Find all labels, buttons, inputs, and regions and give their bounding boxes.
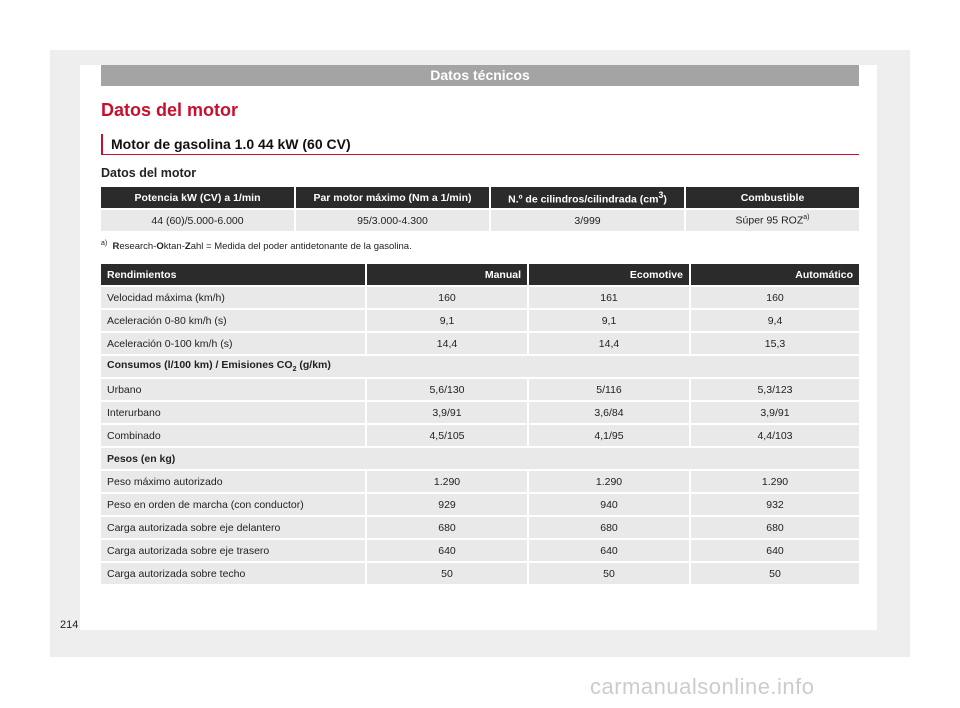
row-label: Carga autorizada sobre eje trasero xyxy=(101,540,365,561)
row-label: Peso en orden de marcha (con conductor) xyxy=(101,494,365,515)
table-cell: 1.290 xyxy=(691,471,859,492)
table-cell: 50 xyxy=(691,563,859,584)
table-cell: 680 xyxy=(691,517,859,538)
performance-table xyxy=(99,262,861,586)
section-row xyxy=(101,448,859,469)
table-row xyxy=(101,379,859,400)
footnote-text: ktan- xyxy=(163,241,185,253)
section-heading-pesos: Pesos (en kg) xyxy=(101,448,859,469)
subtitle: Motor de gasolina 1.0 44 kW (60 CV) xyxy=(111,136,351,152)
table-cell xyxy=(686,210,859,231)
table-cell: 160 xyxy=(367,287,527,308)
section-text: Consumos (l/100 km) / Emisiones CO xyxy=(107,359,293,372)
table-row xyxy=(101,517,859,538)
table-cell: 14,4 xyxy=(529,333,689,354)
subtitle-rule xyxy=(101,134,859,155)
watermark: carmanualsonline.info xyxy=(590,674,815,699)
footnote-letter: R xyxy=(112,241,120,253)
table-cell: 4,5/105 xyxy=(367,425,527,446)
table-cell: 5,3/123 xyxy=(691,379,859,400)
table-header-row xyxy=(101,187,859,208)
table-cell: 160 xyxy=(691,287,859,308)
table-cell: 1.290 xyxy=(367,471,527,492)
row-label: Interurbano xyxy=(101,402,365,423)
table-row xyxy=(101,333,859,354)
header-cell: Par motor máximo (Nm a 1/min) xyxy=(296,187,489,208)
table-row xyxy=(101,494,859,515)
table-row xyxy=(101,540,859,561)
row-label: Velocidad máxima (km/h) xyxy=(101,287,365,308)
engine-data-table xyxy=(99,185,861,233)
table-cell: 14,4 xyxy=(367,333,527,354)
table-cell: 44 (60)/5.000-6.000 xyxy=(101,210,294,231)
table-cell: 3,6/84 xyxy=(529,402,689,423)
footnote-letter: Z xyxy=(184,241,191,253)
section-heading-consumos xyxy=(101,356,859,377)
page-title: Datos del motor xyxy=(101,100,239,120)
header-cell: Rendimientos xyxy=(101,264,365,285)
table-cell: 9,1 xyxy=(529,310,689,331)
table-cell: 15,3 xyxy=(691,333,859,354)
table-row xyxy=(101,563,859,584)
row-label: Aceleración 0-80 km/h (s) xyxy=(101,310,365,331)
table-caption: Datos del motor xyxy=(101,166,197,180)
footnote-text: ahl = Medida del poder antidetonante de la gasolina. xyxy=(190,241,412,253)
table-cell: 3,9/91 xyxy=(367,402,527,423)
table-row xyxy=(101,402,859,423)
row-label: Urbano xyxy=(101,379,365,400)
table-cell: 9,4 xyxy=(691,310,859,331)
header-text: ) xyxy=(663,193,667,206)
footnote-text: esearch- xyxy=(119,241,157,253)
table-cell: 50 xyxy=(529,563,689,584)
table-cell: 3,9/91 xyxy=(691,402,859,423)
footnote-ref: a) xyxy=(803,214,810,222)
section-row xyxy=(101,356,859,377)
header-cell: Combustible xyxy=(686,187,859,208)
row-label: Carga autorizada sobre techo xyxy=(101,563,365,584)
table-cell: 929 xyxy=(367,494,527,515)
table-cell: 4,4/103 xyxy=(691,425,859,446)
table-cell: 680 xyxy=(529,517,689,538)
section-banner: Datos técnicos xyxy=(101,65,859,86)
table-header-row xyxy=(101,264,859,285)
page-number: 214 xyxy=(60,619,79,631)
table-row xyxy=(101,471,859,492)
header-cell: Potencia kW (CV) a 1/min xyxy=(101,187,294,208)
section-text: (g/km) xyxy=(296,359,331,372)
table-cell: 161 xyxy=(529,287,689,308)
table-cell: 640 xyxy=(367,540,527,561)
table-cell: 940 xyxy=(529,494,689,515)
cell-text: Súper 95 ROZ xyxy=(735,214,804,227)
table-row xyxy=(101,310,859,331)
table-cell: 95/3.000-4.300 xyxy=(296,210,489,231)
header-cell xyxy=(491,187,684,208)
footnote xyxy=(101,240,412,252)
table-cell: 5,6/130 xyxy=(367,379,527,400)
table-cell: 680 xyxy=(367,517,527,538)
footnote-letter: O xyxy=(156,241,164,253)
header-cell: Ecomotive xyxy=(529,264,689,285)
table-cell: 640 xyxy=(529,540,689,561)
table-cell: 9,1 xyxy=(367,310,527,331)
row-label: Aceleración 0-100 km/h (s) xyxy=(101,333,365,354)
table-cell: 50 xyxy=(367,563,527,584)
superscript: 3 xyxy=(658,189,664,200)
table-cell: 1.290 xyxy=(529,471,689,492)
row-label: Peso máximo autorizado xyxy=(101,471,365,492)
table-cell: 932 xyxy=(691,494,859,515)
subscript: 2 xyxy=(292,366,297,374)
table-row xyxy=(101,425,859,446)
table-cell: 640 xyxy=(691,540,859,561)
footnote-marker: a) xyxy=(101,240,108,247)
row-label: Carga autorizada sobre eje delantero xyxy=(101,517,365,538)
table-cell: 4,1/95 xyxy=(529,425,689,446)
table-row xyxy=(101,287,859,308)
table-row xyxy=(101,210,859,231)
table-cell: 5/116 xyxy=(529,379,689,400)
header-text: N.º de cilindros/cilindrada (cm xyxy=(508,193,659,206)
table-cell: 3/999 xyxy=(491,210,684,231)
header-cell: Manual xyxy=(367,264,527,285)
header-cell: Automático xyxy=(691,264,859,285)
row-label: Combinado xyxy=(101,425,365,446)
